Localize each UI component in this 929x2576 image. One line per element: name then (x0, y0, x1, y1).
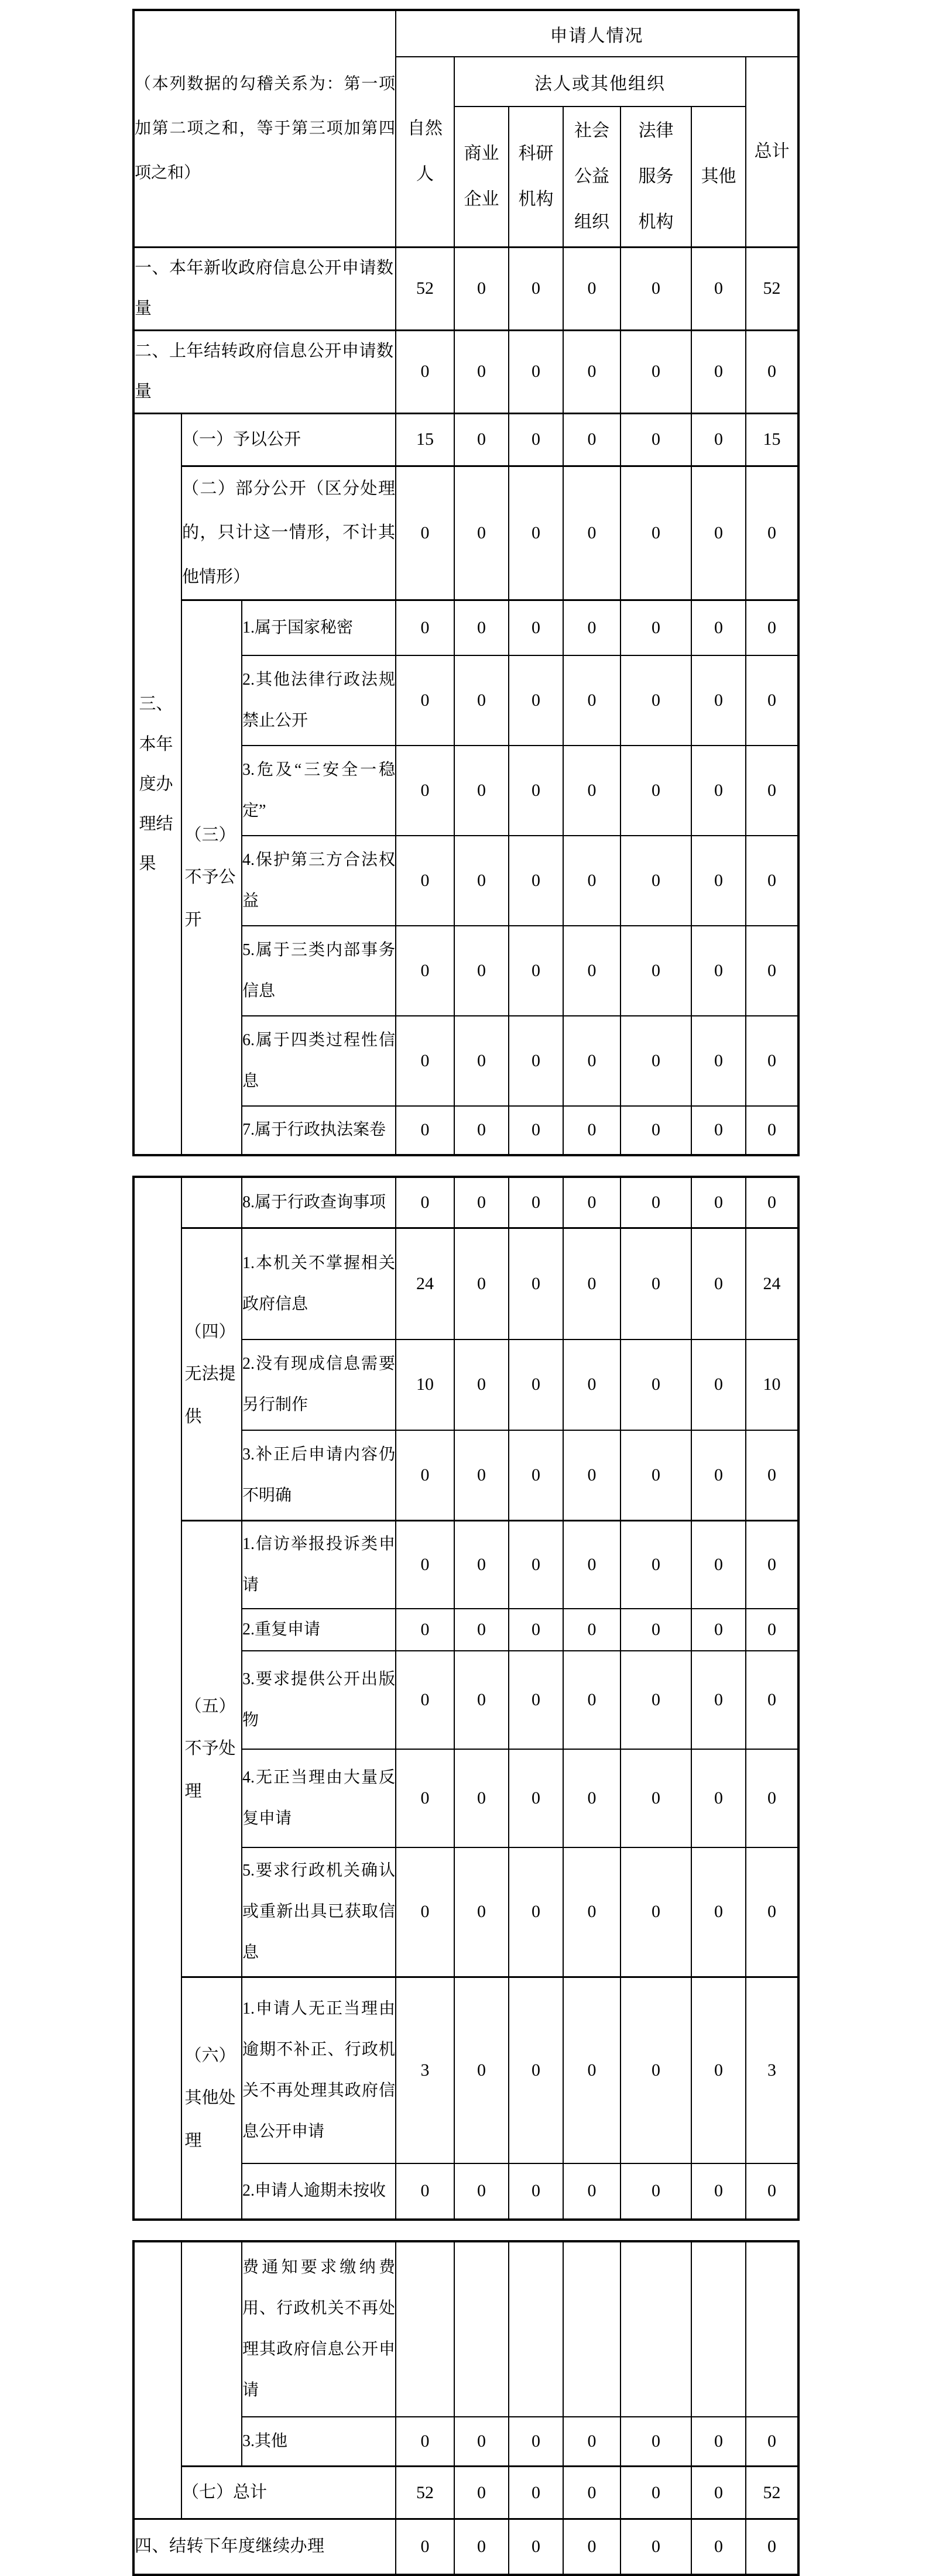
value-cell: 0 (621, 746, 691, 836)
value-cell: 0 (454, 247, 509, 330)
value-cell: 0 (563, 600, 621, 655)
report-table-block-2 (132, 1176, 800, 2221)
value-cell: 0 (621, 1977, 691, 2163)
value-cell: 0 (621, 600, 691, 655)
value-cell: 0 (621, 1521, 691, 1609)
item-label: 3.其他 (242, 2417, 396, 2467)
value-cell: 0 (454, 1339, 509, 1430)
value-cell: 0 (563, 2467, 621, 2519)
row-label-next-year: 四、结转下年度继续办理 (133, 2519, 396, 2575)
value-cell: 0 (563, 836, 621, 926)
value-cell: 0 (691, 600, 746, 655)
value-cell: 0 (621, 1228, 691, 1339)
value-cell: 0 (563, 1177, 621, 1228)
value-cell: 0 (509, 600, 563, 655)
value-cell: 0 (509, 1430, 563, 1521)
value-cell: 0 (563, 247, 621, 330)
value-cell: 0 (621, 1609, 691, 1651)
value-cell: 0 (396, 926, 454, 1016)
value-cell: 0 (509, 1177, 563, 1228)
item-label: 1.信访举报投诉类申请 (242, 1521, 396, 1609)
section-label-continuation-cell (181, 1177, 242, 1228)
value-cell: 0 (454, 466, 509, 600)
group-label-continuation-cell (133, 2241, 181, 2519)
col-header-research: 科研机构 (509, 107, 563, 247)
value-cell: 0 (454, 330, 509, 413)
value-cell: 0 (691, 926, 746, 1016)
value-cell: 0 (509, 2519, 563, 2575)
value-cell: 0 (563, 1521, 621, 1609)
col-header-other: 其他 (691, 107, 746, 247)
value-cell: 0 (509, 2417, 563, 2467)
value-cell: 0 (563, 1749, 621, 1847)
value-cell: 15 (396, 413, 454, 466)
value-cell: 0 (509, 1339, 563, 1430)
value-cell: 0 (563, 655, 621, 746)
value-cell: 0 (746, 1430, 798, 1521)
row-label-carried-over: 二、上年结转政府信息公开申请数量 (133, 330, 396, 413)
value-cell: 0 (509, 1847, 563, 1977)
value-cell: 24 (396, 1228, 454, 1339)
value-cell: 0 (509, 836, 563, 926)
value-cell: 0 (746, 1749, 798, 1847)
value-cell: 0 (509, 926, 563, 1016)
value-cell: 0 (691, 2519, 746, 2575)
value-cell: 0 (454, 2519, 509, 2575)
section-label-unable: （四）无法提供 (181, 1228, 242, 1521)
value-cell: 0 (454, 1609, 509, 1651)
value-cell: 0 (454, 1521, 509, 1609)
value-cell: 0 (621, 1177, 691, 1228)
note-cell: （本列数据的勾稽关系为：第一项加第二项之和，等于第三项加第四项之和） (133, 10, 396, 247)
row-label-granted: （一）予以公开 (181, 413, 396, 466)
value-cell: 0 (396, 2417, 454, 2467)
empty-value-cell (563, 2241, 621, 2417)
value-cell: 0 (396, 1177, 454, 1228)
value-cell: 0 (746, 2519, 798, 2575)
col-header-total: 总计 (746, 57, 798, 247)
value-cell: 0 (563, 1651, 621, 1749)
value-cell: 0 (746, 1106, 798, 1155)
value-cell: 0 (746, 1847, 798, 1977)
value-cell: 0 (691, 1521, 746, 1609)
value-cell: 0 (396, 600, 454, 655)
value-cell: 0 (563, 1847, 621, 1977)
value-cell: 0 (621, 1749, 691, 1847)
value-cell: 0 (454, 1651, 509, 1749)
section-label-continuation-cell (181, 2241, 242, 2467)
value-cell: 0 (621, 836, 691, 926)
value-cell: 0 (454, 1228, 509, 1339)
value-cell: 0 (691, 2417, 746, 2467)
value-cell: 15 (746, 413, 798, 466)
value-cell: 0 (396, 655, 454, 746)
value-cell: 0 (746, 466, 798, 600)
value-cell: 0 (691, 1977, 746, 2163)
value-cell: 0 (621, 2519, 691, 2575)
value-cell: 0 (396, 2163, 454, 2220)
value-cell: 0 (621, 655, 691, 746)
value-cell: 0 (396, 1847, 454, 1977)
empty-value-cell (454, 2241, 509, 2417)
value-cell: 0 (563, 1339, 621, 1430)
value-cell: 0 (509, 1609, 563, 1651)
row-label-subtotal: （七）总计 (181, 2467, 396, 2519)
value-cell: 0 (746, 1609, 798, 1651)
value-cell: 0 (691, 247, 746, 330)
value-cell: 0 (509, 655, 563, 746)
value-cell: 0 (509, 1749, 563, 1847)
value-cell: 0 (563, 2519, 621, 2575)
value-cell: 0 (454, 1177, 509, 1228)
value-cell: 0 (454, 413, 509, 466)
empty-value-cell (621, 2241, 691, 2417)
value-cell: 0 (746, 926, 798, 1016)
item-label: 2.申请人逾期未按收 (242, 2163, 396, 2220)
value-cell: 0 (509, 466, 563, 600)
item-label: 2.没有现成信息需要另行制作 (242, 1339, 396, 1430)
value-cell: 0 (509, 247, 563, 330)
value-cell: 0 (454, 1430, 509, 1521)
item-label: 1.属于国家秘密 (242, 600, 396, 655)
value-cell: 0 (396, 746, 454, 836)
report-table-block-3 (132, 2240, 800, 2576)
col-header-legal-service: 法律服务机构 (621, 107, 691, 247)
value-cell: 0 (691, 1016, 746, 1106)
value-cell: 0 (454, 655, 509, 746)
value-cell: 52 (396, 2467, 454, 2519)
value-cell: 0 (746, 655, 798, 746)
item-label: 1.本机关不掌握相关政府信息 (242, 1228, 396, 1339)
value-cell: 0 (454, 926, 509, 1016)
report-page (0, 9, 929, 2556)
value-cell: 0 (691, 746, 746, 836)
value-cell: 0 (454, 1749, 509, 1847)
value-cell: 0 (563, 413, 621, 466)
col-header-natural-person: 自然人 (396, 57, 454, 247)
value-cell: 0 (691, 1651, 746, 1749)
value-cell: 0 (509, 1016, 563, 1106)
value-cell: 0 (746, 330, 798, 413)
value-cell: 0 (509, 1521, 563, 1609)
value-cell: 0 (396, 1609, 454, 1651)
value-cell: 0 (563, 330, 621, 413)
item-label: 2.重复申请 (242, 1609, 396, 1651)
value-cell: 0 (746, 2417, 798, 2467)
value-cell: 0 (396, 466, 454, 600)
item-label: 1.申请人无正当理由逾期不补正、行政机关不再处理其政府信息公开申请 (242, 1977, 396, 2163)
value-cell: 0 (509, 413, 563, 466)
value-cell: 0 (454, 1016, 509, 1106)
value-cell: 10 (746, 1339, 798, 1430)
value-cell: 0 (746, 600, 798, 655)
value-cell: 0 (563, 2163, 621, 2220)
item-label: 3.要求提供公开出版物 (242, 1651, 396, 1749)
value-cell: 0 (746, 1016, 798, 1106)
value-cell: 0 (454, 1847, 509, 1977)
value-cell: 0 (746, 1521, 798, 1609)
value-cell: 0 (509, 2163, 563, 2220)
section-label-not-processed: （五）不予处理 (181, 1521, 242, 1977)
value-cell: 0 (454, 2417, 509, 2467)
item-label: 6.属于四类过程性信息 (242, 1016, 396, 1106)
value-cell: 0 (454, 2163, 509, 2220)
value-cell: 52 (746, 247, 798, 330)
value-cell: 0 (563, 1977, 621, 2163)
empty-value-cell (509, 2241, 563, 2417)
value-cell: 24 (746, 1228, 798, 1339)
value-cell: 0 (396, 1106, 454, 1155)
value-cell: 0 (746, 1651, 798, 1749)
report-table-block-1 (132, 9, 800, 1156)
value-cell: 0 (396, 836, 454, 926)
value-cell: 0 (621, 2467, 691, 2519)
value-cell: 0 (396, 1749, 454, 1847)
value-cell: 0 (509, 330, 563, 413)
value-cell: 52 (746, 2467, 798, 2519)
item-label: 4.保护第三方合法权益 (242, 836, 396, 926)
value-cell: 0 (621, 1016, 691, 1106)
row-label-partial: （二）部分公开（区分处理的，只计这一情形，不计其他情形） (181, 466, 396, 600)
value-cell: 0 (621, 466, 691, 600)
value-cell: 0 (621, 926, 691, 1016)
item-label: 2.其他法律行政法规禁止公开 (242, 655, 396, 746)
value-cell: 0 (746, 2163, 798, 2220)
value-cell: 0 (454, 836, 509, 926)
value-cell: 0 (563, 2417, 621, 2467)
empty-value-cell (691, 2241, 746, 2417)
item-label: 3.危及“三安全一稳定” (242, 746, 396, 836)
value-cell: 0 (691, 1177, 746, 1228)
applicant-group-header: 申请人情况 (396, 10, 798, 57)
section-label-denied: （三）不予公开 (181, 600, 242, 1155)
value-cell: 0 (691, 330, 746, 413)
value-cell: 0 (509, 1106, 563, 1155)
value-cell: 0 (509, 2467, 563, 2519)
value-cell: 0 (454, 746, 509, 836)
value-cell: 0 (396, 1521, 454, 1609)
empty-value-cell (396, 2241, 454, 2417)
value-cell: 0 (691, 1847, 746, 1977)
item-label: 5.属于三类内部事务信息 (242, 926, 396, 1016)
value-cell: 0 (621, 1430, 691, 1521)
value-cell: 0 (621, 1847, 691, 1977)
item-label: 4.无正当理由大量反复申请 (242, 1749, 396, 1847)
value-cell: 0 (396, 1651, 454, 1749)
value-cell: 3 (396, 1977, 454, 2163)
value-cell: 0 (454, 600, 509, 655)
value-cell: 0 (563, 1430, 621, 1521)
empty-value-cell (746, 2241, 798, 2417)
value-cell: 0 (563, 926, 621, 1016)
value-cell: 52 (396, 247, 454, 330)
value-cell: 0 (396, 2519, 454, 2575)
value-cell: 0 (746, 836, 798, 926)
group-label-annual-results: 三、本年度办理结果 (133, 413, 181, 1155)
item-label-continued: 费通知要求缴纳费用、行政机关不再处理其政府信息公开申请 (242, 2241, 396, 2417)
value-cell: 0 (454, 2467, 509, 2519)
group-label-continuation-cell (133, 1177, 181, 2220)
value-cell: 0 (621, 1106, 691, 1155)
value-cell: 0 (691, 1749, 746, 1847)
value-cell: 0 (563, 746, 621, 836)
item-label: 8.属于行政查询事项 (242, 1177, 396, 1228)
item-label: 7.属于行政执法案卷 (242, 1106, 396, 1155)
value-cell: 0 (691, 836, 746, 926)
value-cell: 0 (563, 1609, 621, 1651)
item-label: 3.补正后申请内容仍不明确 (242, 1430, 396, 1521)
value-cell: 0 (691, 413, 746, 466)
value-cell: 0 (509, 1228, 563, 1339)
value-cell: 10 (396, 1339, 454, 1430)
value-cell: 0 (746, 1177, 798, 1228)
value-cell: 0 (621, 1339, 691, 1430)
value-cell: 0 (691, 1106, 746, 1155)
col-header-social-welfare: 社会公益组织 (563, 107, 621, 247)
legal-org-group-header: 法人或其他组织 (454, 57, 746, 107)
value-cell: 0 (621, 1651, 691, 1749)
item-label: 5.要求行政机关确认或重新出具已获取信息 (242, 1847, 396, 1977)
value-cell: 0 (691, 466, 746, 600)
value-cell: 0 (563, 1106, 621, 1155)
value-cell: 0 (746, 746, 798, 836)
value-cell: 0 (454, 1977, 509, 2163)
value-cell: 0 (621, 330, 691, 413)
value-cell: 0 (396, 1430, 454, 1521)
value-cell: 0 (454, 1106, 509, 1155)
value-cell: 3 (746, 1977, 798, 2163)
value-cell: 0 (509, 746, 563, 836)
value-cell: 0 (621, 413, 691, 466)
value-cell: 0 (396, 330, 454, 413)
value-cell: 0 (691, 1339, 746, 1430)
section-label-other-handling: （六）其他处理 (181, 1977, 242, 2220)
value-cell: 0 (396, 1016, 454, 1106)
value-cell: 0 (691, 1609, 746, 1651)
value-cell: 0 (563, 466, 621, 600)
value-cell: 0 (691, 2163, 746, 2220)
value-cell: 0 (621, 247, 691, 330)
value-cell: 0 (621, 2163, 691, 2220)
value-cell: 0 (621, 2417, 691, 2467)
value-cell: 0 (563, 1016, 621, 1106)
value-cell: 0 (691, 1430, 746, 1521)
value-cell: 0 (509, 1977, 563, 2163)
value-cell: 0 (691, 2467, 746, 2519)
value-cell: 0 (691, 1228, 746, 1339)
value-cell: 0 (509, 1651, 563, 1749)
row-label-new-received: 一、本年新收政府信息公开申请数量 (133, 247, 396, 330)
value-cell: 0 (691, 655, 746, 746)
col-header-commercial: 商业企业 (454, 107, 509, 247)
value-cell: 0 (563, 1228, 621, 1339)
